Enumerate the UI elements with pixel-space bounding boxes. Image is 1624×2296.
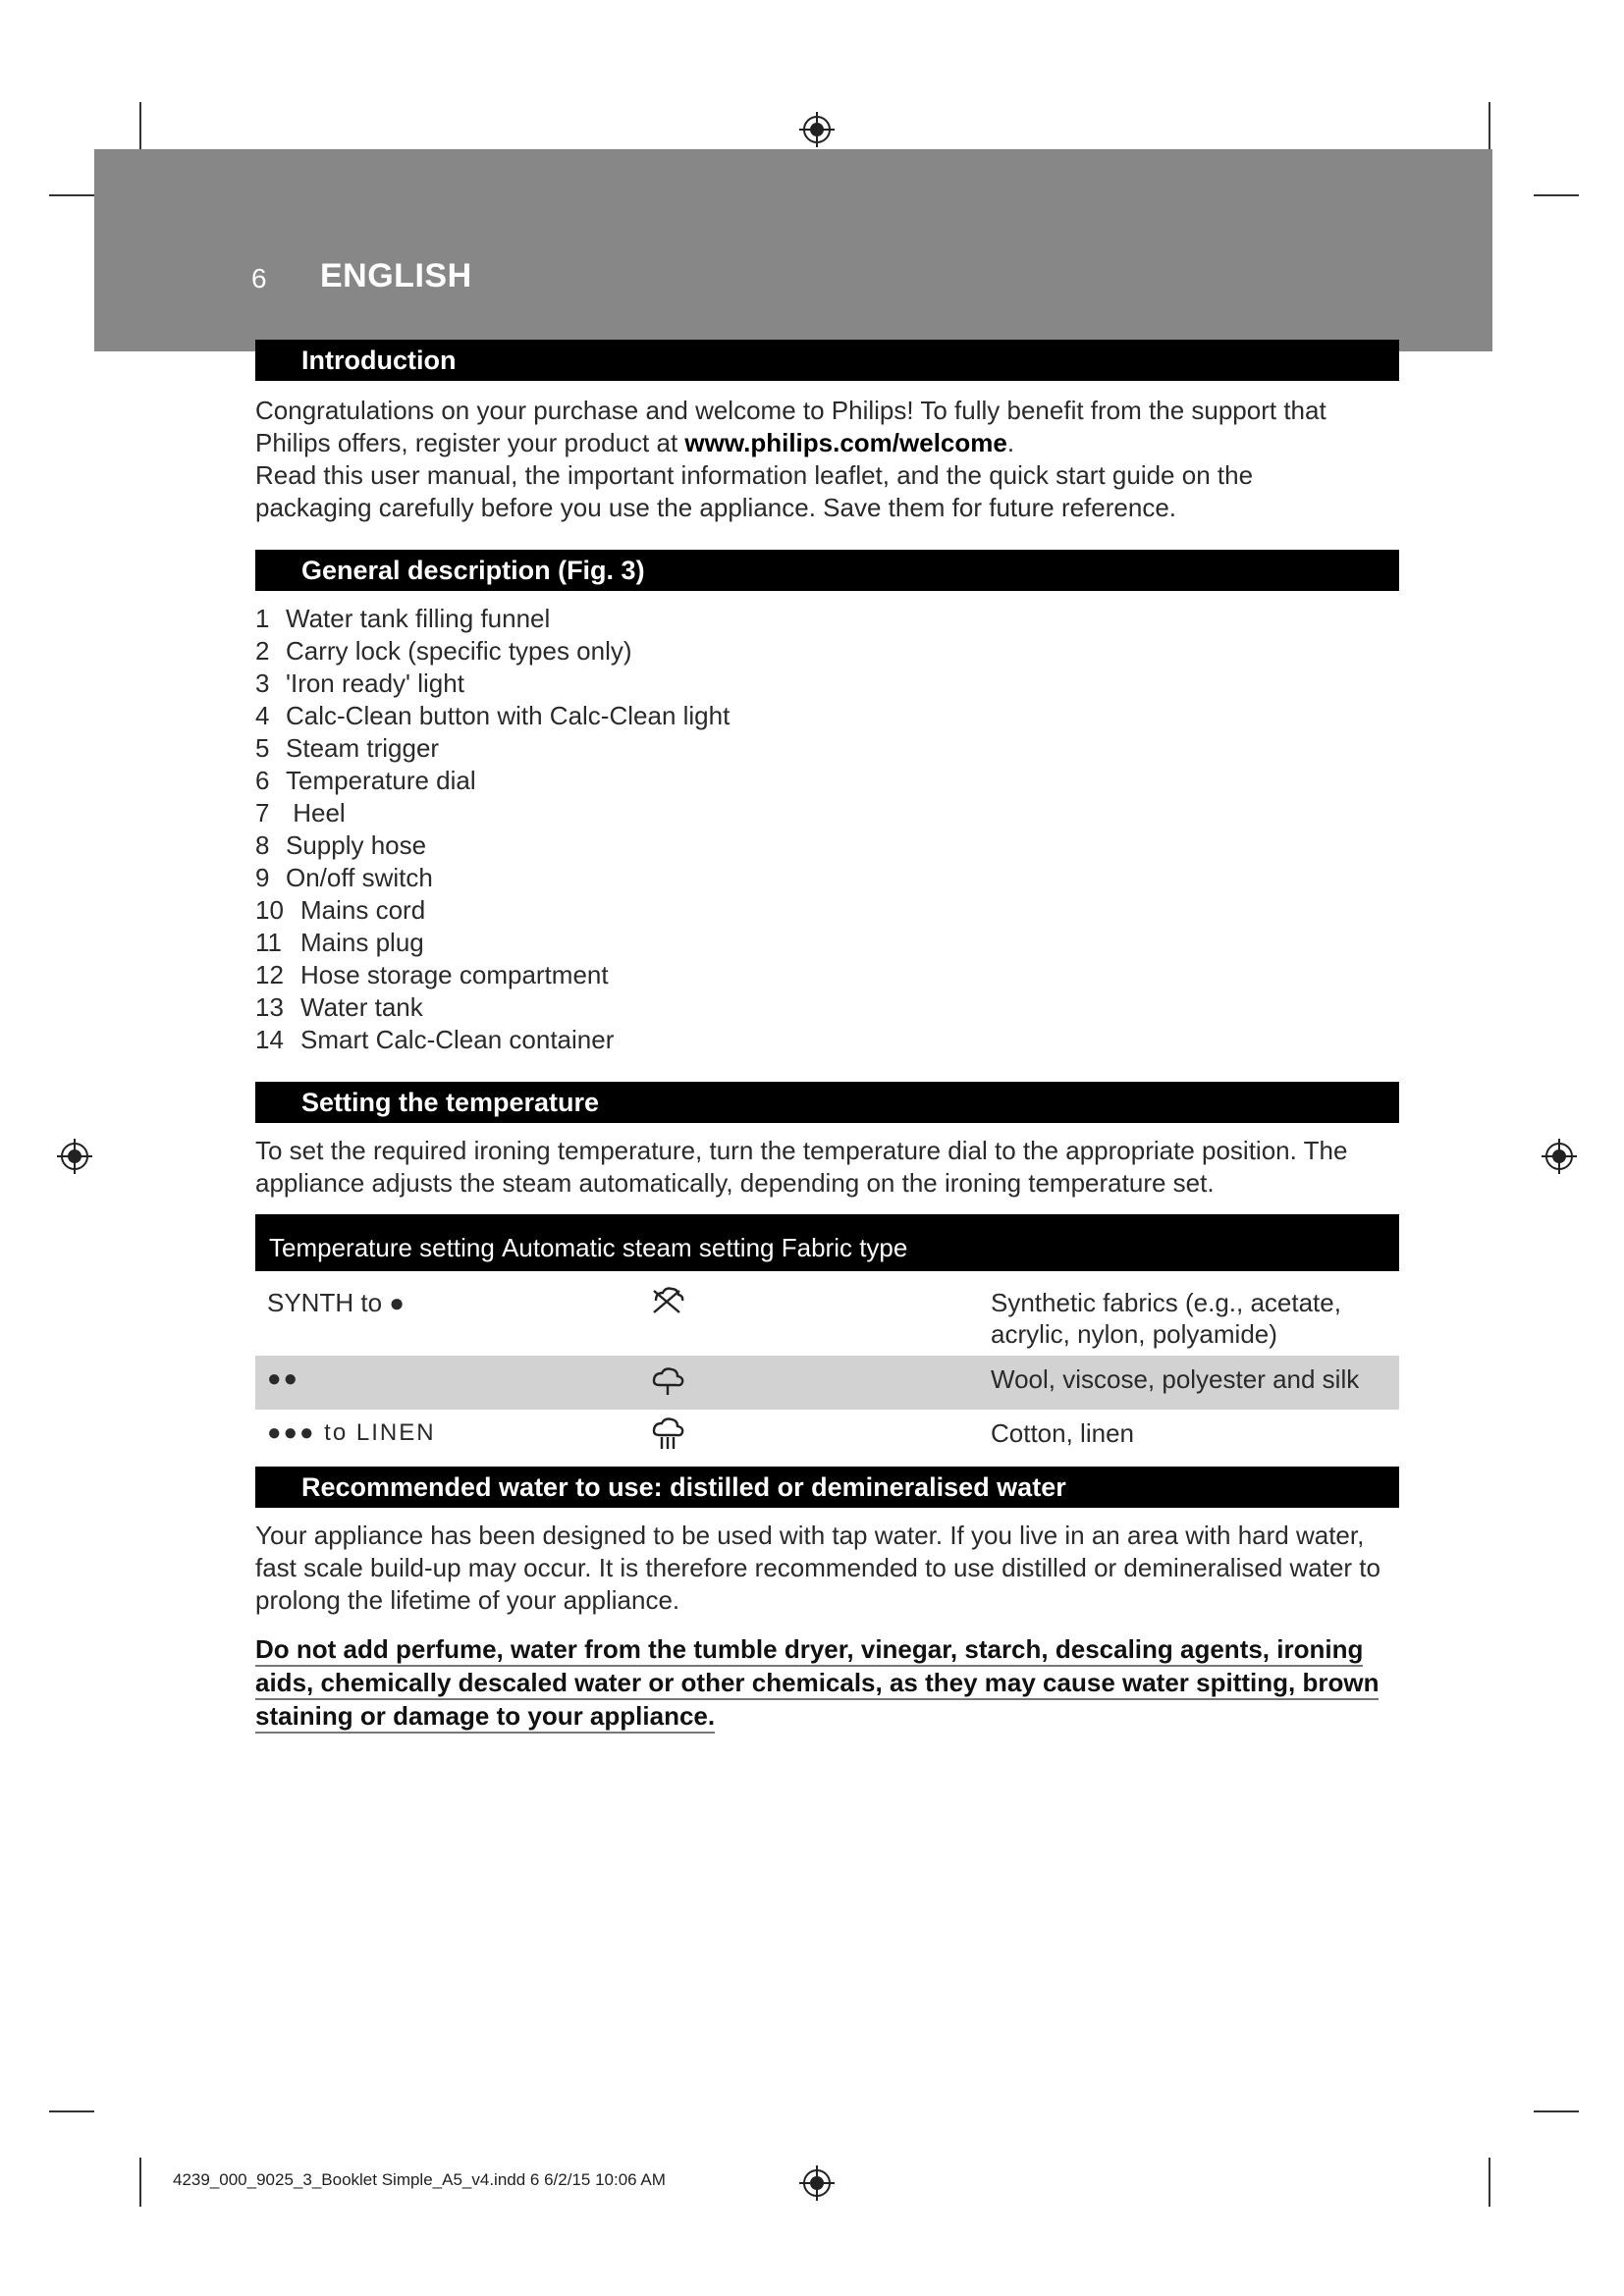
list-item-number: 1 bbox=[255, 604, 270, 633]
list-item-number: 3 bbox=[255, 668, 270, 698]
water-warning bbox=[255, 1632, 1384, 1733]
list-item bbox=[255, 959, 1399, 991]
temperature-table-wrap bbox=[255, 1214, 1399, 1464]
list-item-number: 9 bbox=[255, 863, 270, 892]
list-item bbox=[255, 667, 1399, 700]
crop-mark bbox=[49, 2110, 94, 2112]
list-item bbox=[255, 1024, 1399, 1056]
list-item bbox=[255, 635, 1399, 667]
list-item-label: Water tank filling funnel bbox=[286, 604, 551, 633]
fabric-type-cell: Synthetic fabrics (e.g., acetate, acrylic, nylon, polyamide) bbox=[991, 1288, 1341, 1349]
low-steam-icon bbox=[648, 1363, 687, 1397]
fabric-type-cell: Wool, viscose, polyester and silk bbox=[979, 1356, 1399, 1410]
list-item bbox=[255, 603, 1399, 635]
temperature-heading: Setting the temperature bbox=[255, 1082, 1399, 1123]
list-item-label: Water tank bbox=[300, 992, 423, 1022]
registration-mark-icon bbox=[55, 1137, 94, 1176]
steam-cell bbox=[581, 1410, 979, 1464]
list-item bbox=[255, 862, 1399, 894]
parts-list bbox=[255, 603, 1399, 1056]
general-description-heading: General description (Fig. 3) bbox=[255, 550, 1399, 591]
list-item-label: Supply hose bbox=[286, 830, 427, 860]
table-row bbox=[255, 1410, 1399, 1464]
temperature-setting-cell: ●●● to LINEN bbox=[267, 1419, 436, 1446]
intro-text: Congratulations on your purchase and welcome to Philips! To fully benefit from the support that Philips offers, register your product at bbox=[255, 396, 1326, 457]
introduction-paragraph-2: Read this user manual, the important information leaflet, and the quick start guide on the packaging carefully before you use the appliance. Save them for future reference. bbox=[255, 460, 1254, 522]
water-warning-text: Do not add perfume, water from the tumble dryer, vinegar, starch, descaling agents, ironing aids, chemically descaled water or other chemicals, as they may cause water spitting, brown staining or damage to your appliance. bbox=[255, 1634, 1379, 1734]
table-row bbox=[255, 1271, 1399, 1356]
temperature-table bbox=[255, 1214, 1399, 1464]
list-item-label: Steam trigger bbox=[286, 733, 440, 763]
steam-cell bbox=[581, 1271, 979, 1356]
list-item-number: 7 bbox=[255, 798, 270, 828]
temperature-paragraph: To set the required ironing temperature, turn the temperature dial to the appropriate position. The appliance adjusts the steam automatically, depending on the ironing temperature set. bbox=[255, 1136, 1348, 1198]
no-steam-icon bbox=[648, 1283, 687, 1316]
list-item-number: 14 bbox=[255, 1025, 284, 1054]
header-automatic-steam: Automatic steam setting bbox=[502, 1232, 775, 1262]
list-item bbox=[255, 894, 1399, 927]
list-item-label: Temperature dial bbox=[286, 766, 476, 795]
list-item-number: 8 bbox=[255, 830, 270, 860]
list-item-label: On/off switch bbox=[286, 863, 433, 892]
list-item-number: 13 bbox=[255, 992, 284, 1022]
registration-mark-icon bbox=[797, 2163, 837, 2203]
list-item-label: Heel bbox=[286, 798, 346, 828]
crop-mark bbox=[1489, 2158, 1490, 2207]
list-item-label: 'Iron ready' light bbox=[286, 668, 464, 698]
temperature-section bbox=[255, 1082, 1399, 1200]
table-header bbox=[255, 1214, 1399, 1271]
fabric-type-cell: Cotton, linen bbox=[991, 1418, 1134, 1448]
intro-text-end: . bbox=[1006, 428, 1015, 457]
introduction-section bbox=[255, 340, 1399, 381]
list-item-label: Smart Calc-Clean container bbox=[300, 1025, 615, 1054]
table-header-row bbox=[255, 1214, 1399, 1271]
list-item bbox=[255, 927, 1399, 959]
list-item-label: Hose storage compartment bbox=[300, 960, 609, 989]
list-item bbox=[255, 991, 1399, 1024]
registration-mark-icon bbox=[1540, 1137, 1579, 1176]
philips-welcome-link[interactable]: www.philips.com/welcome bbox=[684, 428, 1007, 457]
temperature-setting-cell: SYNTH to ● bbox=[267, 1288, 405, 1317]
header-temperature-setting: Temperature setting bbox=[269, 1232, 495, 1262]
language-title: ENGLISH bbox=[320, 257, 472, 294]
list-item-label: Mains cord bbox=[300, 895, 426, 925]
crop-mark bbox=[1534, 194, 1579, 196]
list-item-number: 6 bbox=[255, 766, 270, 795]
table-row bbox=[255, 1356, 1399, 1410]
list-item-number: 10 bbox=[255, 895, 284, 925]
crop-mark bbox=[139, 2158, 141, 2207]
temperature-setting-cell: ●● bbox=[255, 1356, 581, 1410]
high-steam-icon bbox=[648, 1417, 687, 1451]
list-item-label: Calc-Clean button with Calc-Clean light bbox=[286, 701, 731, 730]
general-description-section bbox=[255, 550, 1399, 1056]
list-item bbox=[255, 829, 1399, 862]
introduction-paragraph bbox=[255, 395, 1335, 459]
crop-mark bbox=[1489, 102, 1490, 151]
crop-mark bbox=[49, 194, 94, 196]
list-item-number: 11 bbox=[255, 928, 282, 957]
water-heading: Recommended water to use: distilled or demineralised water bbox=[255, 1467, 1399, 1508]
list-item bbox=[255, 797, 1399, 829]
introduction-heading: Introduction bbox=[255, 340, 1399, 381]
list-item-label: Carry lock (specific types only) bbox=[286, 636, 632, 666]
header-band bbox=[94, 149, 1492, 351]
registration-mark-icon bbox=[797, 110, 837, 149]
page-number: 6 bbox=[251, 263, 267, 294]
steam-cell bbox=[581, 1356, 979, 1410]
header-fabric-type: Fabric type bbox=[781, 1232, 908, 1262]
crop-mark bbox=[139, 102, 141, 151]
list-item bbox=[255, 732, 1399, 765]
list-item-number: 4 bbox=[255, 701, 270, 730]
list-item-number: 2 bbox=[255, 636, 270, 666]
list-item-number: 12 bbox=[255, 960, 284, 989]
list-item-number: 5 bbox=[255, 733, 270, 763]
list-item-label: Mains plug bbox=[300, 928, 424, 957]
crop-mark bbox=[1534, 2110, 1579, 2112]
water-paragraph: Your appliance has been designed to be used with tap water. If you live in an area with hard water, fast scale build-up may occur. It is therefore recommended to use distilled or demineralised water to prolong the lifetime of your appliance. bbox=[255, 1521, 1380, 1615]
file-slug: 4239_000_9025_3_Booklet Simple_A5_v4.indd 6 6/2/15 10:06 AM bbox=[173, 2170, 666, 2189]
list-item bbox=[255, 700, 1399, 732]
water-section bbox=[255, 1467, 1399, 1733]
list-item bbox=[255, 765, 1399, 797]
